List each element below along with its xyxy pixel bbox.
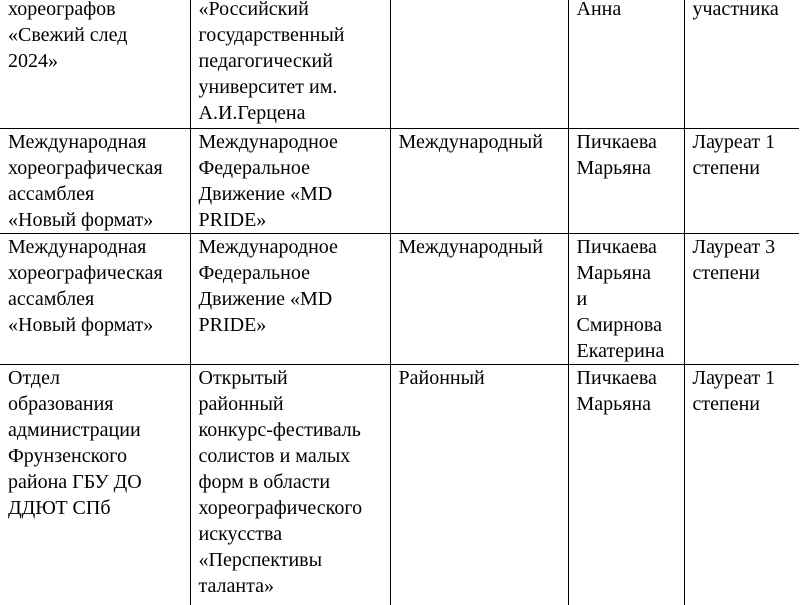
cell-line: «Свежий след	[8, 24, 128, 46]
cell-line: районный	[198, 392, 284, 415]
table-row	[0, 364, 799, 605]
cell-organizer	[0, 0, 190, 128]
cell-result	[684, 364, 799, 605]
cell-line: Международное	[198, 130, 338, 153]
cell-line: Международный	[398, 130, 543, 153]
cell-line: конкурс-фестиваль	[198, 418, 361, 441]
cell-line: района ГБУ ДО	[8, 470, 142, 493]
cell-event	[190, 0, 390, 128]
table-row	[0, 128, 799, 233]
table-row	[0, 233, 799, 364]
cell-line: хореографическая	[8, 261, 163, 284]
cell-level	[390, 364, 568, 605]
cell-organizer	[0, 233, 190, 364]
cell-line: Международная	[8, 130, 147, 153]
cell-result	[684, 233, 799, 364]
cell-line: «Новый формат»	[8, 313, 154, 336]
cell-line: Екатерина	[576, 339, 665, 362]
cell-line: государственный	[198, 24, 345, 46]
cell-line: Открытый	[198, 366, 288, 389]
cell-line: участника	[692, 0, 779, 20]
cell-line: Международный	[398, 235, 543, 258]
cell-line: Международная	[8, 235, 147, 258]
cell-level	[390, 0, 568, 128]
cell-line: Пичкаева	[576, 235, 657, 258]
cell-line: ДДЮТ СПб	[8, 496, 111, 519]
cell-line: «Российский	[198, 0, 309, 20]
cell-line: А.И.Герцена	[198, 102, 306, 124]
cell-line: PRIDE»	[198, 208, 267, 231]
cell-organizer	[0, 364, 190, 605]
cell-line: форм в области	[198, 470, 331, 493]
cell-organizer	[0, 128, 190, 233]
cell-line: хореографического	[198, 496, 363, 519]
cell-line: Движение «MD	[198, 287, 333, 310]
cell-line: Федеральное	[198, 156, 310, 179]
cell-line: таланта»	[198, 574, 274, 597]
cell-line: искусства	[198, 522, 283, 545]
cell-line: Движение «MD	[198, 182, 333, 205]
cell-line: Пичкаева	[576, 366, 657, 389]
cell-level	[390, 233, 568, 364]
cell-line: и	[576, 287, 588, 310]
cell-line: Лауреат 3	[692, 235, 776, 258]
cell-line: 2024»	[8, 50, 58, 72]
cell-line: Отдел	[8, 366, 60, 389]
cell-event	[190, 233, 390, 364]
cell-line: ассамблея	[8, 287, 95, 310]
cell-line: Марьяна	[576, 261, 652, 284]
table-row	[0, 0, 799, 128]
cell-line: степени	[692, 261, 760, 284]
cell-line: Анна	[576, 0, 622, 20]
cell-line: «Перспективы	[198, 548, 323, 571]
cell-line: ассамблея	[8, 182, 95, 205]
cell-line: PRIDE»	[198, 313, 267, 336]
cell-line: Фрунзенского	[8, 444, 128, 467]
cell-line: хореографическая	[8, 156, 163, 179]
cell-line: хореографов	[8, 0, 116, 20]
cell-line: Международное	[198, 235, 338, 258]
cell-line: Федеральное	[198, 261, 310, 284]
cell-line: Смирнова	[576, 313, 662, 336]
cell-result	[684, 128, 799, 233]
cell-line: Марьяна	[576, 392, 652, 415]
cell-line: педагогический	[198, 50, 333, 72]
cell-line: Пичкаева	[576, 130, 657, 153]
cell-participants	[568, 128, 684, 233]
cell-participants	[568, 233, 684, 364]
cell-level	[390, 128, 568, 233]
cell-line: степени	[692, 392, 760, 415]
cell-participants	[568, 0, 684, 128]
cell-line: Лауреат 1	[692, 130, 776, 153]
cell-line: администрации	[8, 418, 141, 441]
cell-result	[684, 0, 799, 128]
cell-event	[190, 364, 390, 605]
cell-line: Марьяна	[576, 156, 652, 179]
cell-line: Лауреат 1	[692, 366, 776, 389]
cell-line: солистов и малых	[198, 444, 351, 467]
cell-line: Районный	[398, 366, 485, 389]
cell-participants	[568, 364, 684, 605]
cell-line: университет им.	[198, 76, 338, 98]
cell-line: «Новый формат»	[8, 208, 154, 231]
cell-line: степени	[692, 156, 760, 179]
cell-line: образования	[8, 392, 114, 415]
cell-event	[190, 128, 390, 233]
